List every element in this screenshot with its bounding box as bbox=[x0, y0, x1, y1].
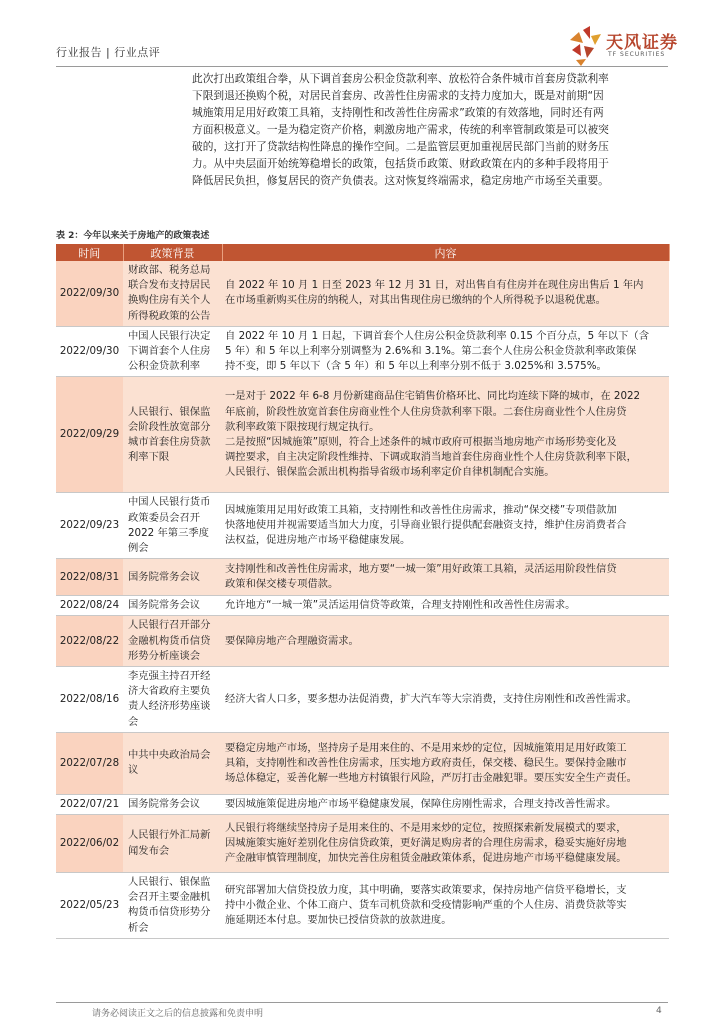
content-line: 自 2022 年 10 月 1 日起，下调首套个人住房公积金贷款利率 0.15 个百分点，5 年以下（含 bbox=[225, 329, 649, 342]
table-row bbox=[56, 261, 669, 326]
content-line: 支持刚性和改善性住房需求，地方要“一城一策”用好政策工具箱，灵活运用阶段性信贷 bbox=[225, 563, 617, 576]
header-date: 时间 bbox=[56, 244, 123, 261]
content-line: 在市场重新购买住房的纳税人，对其出售现住房已缴纳的个人所得税予以退税优惠。 bbox=[225, 294, 606, 307]
row-background: 人民银行外汇局新闻发布会 bbox=[123, 815, 222, 873]
table-row bbox=[56, 559, 669, 596]
intro-line: 下限到退还换购个税，对居民首套房、改善性住房需求的支持力度加大，既是对前期“因 bbox=[192, 89, 604, 102]
content-line: 二是按照“因城施策”原则，符合上述条件的城市政府可根据当地房地产市场形势变化及 bbox=[225, 435, 617, 448]
content-line: 法权益，促进房地产市场平稳健康发展。 bbox=[225, 534, 411, 547]
row-content bbox=[222, 596, 669, 616]
row-background: 人民银行召开部分金融机构货币信贷形势分析座谈会 bbox=[123, 616, 222, 667]
row-background: 中共中央政治局会议 bbox=[123, 732, 222, 794]
content-line: 政策和保交楼专项借款。 bbox=[225, 578, 339, 591]
table-caption: 表 2：今年以来关于房地产的政策表述 bbox=[56, 231, 210, 241]
logo-chinese-name: 天风证券 bbox=[606, 33, 678, 53]
row-background: 国务院常务会议 bbox=[123, 794, 222, 814]
row-content bbox=[222, 493, 669, 559]
intro-line: 力。从中央层面开始统筹稳增长的政策，包括货币政策、财政政策在内的多种手段将用于 bbox=[192, 157, 609, 170]
row-date: 2022/05/23 bbox=[56, 873, 123, 939]
row-date: 2022/09/30 bbox=[56, 261, 123, 326]
header-divider bbox=[56, 66, 668, 67]
row-background: 人民银行、银保监会召开主要金融机构货币信贷形势分析会 bbox=[123, 873, 222, 939]
row-background: 李克强主持召开经济大省政府主要负责人经济形势座谈会 bbox=[123, 667, 222, 733]
row-content bbox=[222, 261, 669, 326]
page-number: 4 bbox=[656, 1006, 662, 1016]
table-row bbox=[56, 815, 669, 873]
row-date: 2022/06/02 bbox=[56, 815, 123, 873]
row-background: 人民银行、银保监会阶段性放宽部分城市首套住房贷款利率下限 bbox=[123, 377, 222, 493]
table-row bbox=[56, 616, 669, 667]
row-content bbox=[222, 732, 669, 794]
content-line: 人民银行将继续坚持房子是用来住的、不是用来炒的定位，按照探索新发展模式的要求， bbox=[225, 821, 627, 834]
content-line: 经济大省人口多，要多想办法促消费，扩大汽车等大宗消费，支持住房刚性和改善性需求。 bbox=[225, 692, 637, 705]
table-row bbox=[56, 493, 669, 559]
row-date: 2022/09/29 bbox=[56, 377, 123, 493]
table-row bbox=[56, 794, 669, 814]
content-line: 调控要求，自主决定阶段性维持、下调或取消当地首套住房商业性个人住房贷款利率下限， bbox=[225, 451, 637, 464]
footer-disclaimer: 请务必阅读正文之后的信息披露和免责申明 bbox=[92, 1009, 264, 1019]
table-row bbox=[56, 596, 669, 616]
header-content: 内容 bbox=[222, 244, 669, 261]
content-line: 要保障房地产合理融资需求。 bbox=[225, 634, 359, 647]
content-line: 因城施策实施好差别化住房信贷政策，更好满足购房者的合理住房需求，稳妥实施好房地 bbox=[225, 836, 627, 849]
table-row bbox=[56, 873, 669, 939]
row-content bbox=[222, 559, 669, 596]
table-row bbox=[56, 732, 669, 794]
row-date: 2022/09/23 bbox=[56, 493, 123, 559]
content-line: 款利率政策下限按现行规定执行。 bbox=[225, 420, 380, 433]
content-line: 持中小微企业、个体工商户、货车司机贷款和受疫情影响严重的个人住房、消费贷款等实 bbox=[225, 898, 627, 911]
content-line: 人民银行、银保监会派出机构指导省级市场利率定价自律机制配合实施。 bbox=[225, 466, 555, 479]
row-content bbox=[222, 326, 669, 377]
content-line: 一是对于 2022 年 6-8 月份新建商品住宅销售价格环比、同比均连续下降的城市，在 2022 bbox=[225, 390, 641, 403]
content-line: 年底前，阶段性放宽首套住房商业性个人住房贷款利率下限。二套住房商业性个人住房贷 bbox=[225, 405, 627, 418]
footer-divider bbox=[56, 1002, 668, 1003]
table-header-row bbox=[56, 244, 669, 261]
row-date: 2022/08/22 bbox=[56, 616, 123, 667]
row-date: 2022/08/24 bbox=[56, 596, 123, 616]
content-line: 持不变，即 5 年以下（含 5 年）和 5 年以上利率分别不低于 3.025%和 3.575%。 bbox=[225, 360, 607, 373]
row-date: 2022/09/30 bbox=[56, 326, 123, 377]
content-line: 要因城施策促进房地产市场平稳健康发展，保障住房刚性需求，合理支持改善性需求。 bbox=[225, 797, 617, 810]
report-breadcrumb: 行业报告 | 行业点评 bbox=[56, 46, 161, 59]
row-date: 2022/07/28 bbox=[56, 732, 123, 794]
row-background: 财政部、税务总局联合发布支持居民换购住房有关个人所得税政策的公告 bbox=[123, 261, 222, 326]
content-line: 具箱，支持刚性和改善性住房需求，压实地方政府责任，保交楼、稳民生。要保持金融市 bbox=[225, 756, 627, 769]
row-background: 国务院常务会议 bbox=[123, 596, 222, 616]
row-background: 中国人民银行决定下调首套个人住房公积金贷款利率 bbox=[123, 326, 222, 377]
intro-paragraph bbox=[192, 70, 670, 189]
row-background: 中国人民银行货币政策委员会召开 2022 年第三季度例会 bbox=[123, 493, 222, 559]
table-row bbox=[56, 377, 669, 493]
row-content bbox=[222, 377, 669, 493]
content-line: 自 2022 年 10 月 1 日至 2023 年 12 月 31 日，对出售自有住房并在现住房出售后 1 年内 bbox=[225, 279, 644, 292]
intro-line: 方面积极意义。一是为稳定资产价格，刺激房地产需求，传统的利率管制政策是可以被突 bbox=[192, 123, 609, 136]
intro-line: 此次打出政策组合拳，从下调首套房公积金贷款利率、放松符合条件城市首套房贷款利率 bbox=[192, 72, 609, 85]
content-line: 场总体稳定，妥善化解一些地方村镇银行风险，严厉打击金融犯罪。要压实安全生产责任。 bbox=[225, 771, 637, 784]
intro-line: 降低居民负担，修复居民的资产负债表。这对恢复终端需求，稳定房地产市场至关重要。 bbox=[192, 174, 609, 187]
row-content bbox=[222, 667, 669, 733]
row-content bbox=[222, 616, 669, 667]
row-date: 2022/08/31 bbox=[56, 559, 123, 596]
row-date: 2022/08/16 bbox=[56, 667, 123, 733]
content-line: 5 年）和 5 年以上利率分别调整为 2.6%和 3.1%。第二套个人住房公积金贷款利率政策保 bbox=[225, 345, 637, 358]
policy-table bbox=[56, 244, 670, 939]
content-line: 要稳定房地产市场，坚持房子是用来住的、不是用来炒的定位，因城施策用足用好政策工 bbox=[225, 741, 627, 754]
table-row bbox=[56, 667, 669, 733]
brand-logo bbox=[566, 26, 676, 66]
content-line: 施延期还本付息。要加快已授信贷款的放款进度。 bbox=[225, 914, 452, 927]
content-line: 允许地方“一城一策”灵活运用信贷等政策，合理支持刚性和改善性住房需求。 bbox=[225, 599, 576, 612]
table-row bbox=[56, 326, 669, 377]
row-content bbox=[222, 794, 669, 814]
header-background: 政策背景 bbox=[123, 244, 222, 261]
intro-line: 城施策用足用好政策工具箱，支持刚性和改善性住房需求”政策的有效落地，同时还有两 bbox=[192, 106, 604, 119]
content-line: 研究部署加大信贷投放力度，其中明确，要落实政策要求，保持房地产信贷平稳增长，支 bbox=[225, 883, 627, 896]
row-content bbox=[222, 873, 669, 939]
content-line: 快落地使用并视需要适当加大力度，引导商业银行提供配套融资支持，维护住房消费者合 bbox=[225, 519, 627, 532]
content-line: 产金融审慎管理制度，加快完善住房租赁金融政策体系，促进房地产市场平稳健康发展。 bbox=[225, 852, 627, 865]
row-content bbox=[222, 815, 669, 873]
tf-logo-icon bbox=[566, 26, 604, 66]
content-line: 因城施策用足用好政策工具箱，支持刚性和改善性住房需求，推动“保交楼”专项借款加 bbox=[225, 504, 617, 517]
row-date: 2022/07/21 bbox=[56, 794, 123, 814]
row-background: 国务院常务会议 bbox=[123, 559, 222, 596]
logo-english-name: TF SECURITIES bbox=[608, 51, 666, 58]
intro-line: 破的，这打开了贷款结构性降息的操作空间。二是监管层更加重视居民部门当前的财务压 bbox=[192, 140, 609, 153]
